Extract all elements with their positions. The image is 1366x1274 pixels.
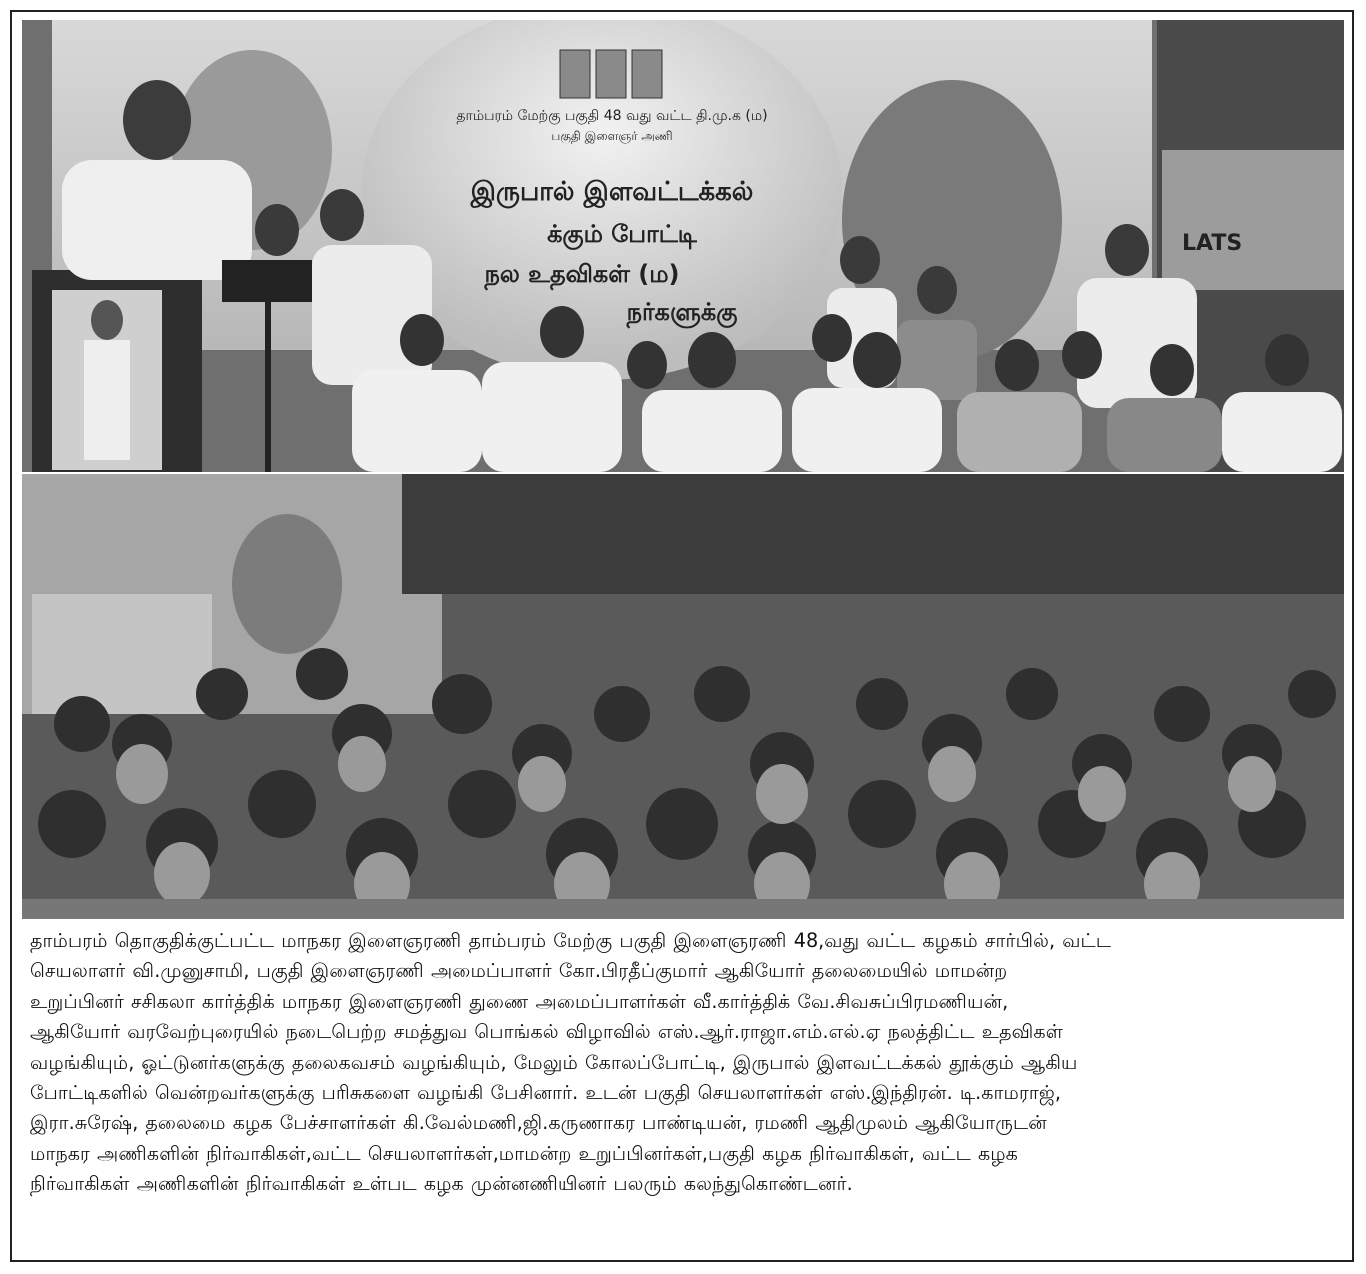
caption-line: வழங்கியும், ஓட்டுனர்களுக்கு தலைகவசம் வழங்கியும், மேலும் கோலப்போட்டி, இருபால் இளவட்டக்கல் தூக்கும் ஆகிய [30, 1050, 1078, 1074]
caption-line: நிர்வாகிகள் அணிகளின் நிர்வாகிகள் உள்பட கழக முன்னணியினர் பலரும் கலந்துகொண்டனர். [30, 1172, 853, 1196]
banner-line-6: நர்களுக்கு [626, 298, 738, 326]
caption-line: இரா.சுரேஷ், தலைமை கழக பேச்சாளர்கள் கி.வேல்மணி,ஜி.கருணாகர பாண்டியன், ரமணி ஆதிமுலம் ஆகியோருடன் [30, 1111, 1047, 1135]
news-caption [30, 926, 1336, 1256]
caption-line: போட்டிகளில் வென்றவர்களுக்கு பரிசுகளை வழங்கி பேசினார். உடன் பகுதி செயலாளர்கள் எஸ்.இந்திரன். டி.காமராஜ், [30, 1081, 1061, 1105]
phone-on-stand [222, 260, 312, 302]
caption-line: ஆகியோர் வரவேற்புரையில் நடைபெற்ற சமத்துவ பொங்கல் விழாவில் எஸ்.ஆர்.ராஜா.எம்.எல்.ஏ நலத்திட்ட உதவிகள் [30, 1020, 1064, 1044]
banner-line-2: பகுதி இளைஞர் அணி [551, 129, 673, 143]
caption-line: மாநகர அணிகளின் நிர்வாகிகள்,வட்ட செயலாளர்கள்,மாமன்ற உறுப்பினர்கள்,பகுதி கழக நிர்வாகிகள், வட்ட கழக [30, 1141, 1018, 1165]
banner-line-1: தாம்பரம் மேற்கு பகுதி 48 வது வட்ட தி.மு.க (ம) [456, 108, 768, 124]
news-clipping [10, 10, 1354, 1262]
banner-line-4: க்கும் போட்டி [547, 220, 697, 248]
caption-line: செயலாளர் வி.முனுசாமி, பகுதி இளைஞரணி அமைப்பாளர் கோ.பிரதீப்குமார் ஆகியோர் தலைமையில் மாமன்ற [30, 959, 1008, 983]
banner-line-5: நல உதவிகள் (ம) [484, 260, 680, 288]
caption-line: உறுப்பினர் சசிகலா கார்த்திக் மாநகர இளைஞரணி துணை அமைப்பாளர்கள் வீ.கார்த்திக் வே.சிவசுப்பிரமணியன், [30, 989, 1009, 1013]
stage-photo-illustration [22, 20, 1344, 472]
audience-photo [22, 474, 1344, 919]
banner-line-3: இருபால் இளவட்டக்கல் [470, 177, 754, 207]
stage-photo [22, 20, 1344, 472]
caption-line: தாம்பரம் தொகுதிக்குட்பட்ட மாநகர இளைஞரணி தாம்பரம் மேற்கு பகுதி இளைஞரணி 48,வது வட்ட கழகம் சார்பில், வட்ட [30, 929, 1112, 952]
wall-sign: LATS [1182, 231, 1243, 256]
audience-photo-illustration [22, 474, 1344, 919]
